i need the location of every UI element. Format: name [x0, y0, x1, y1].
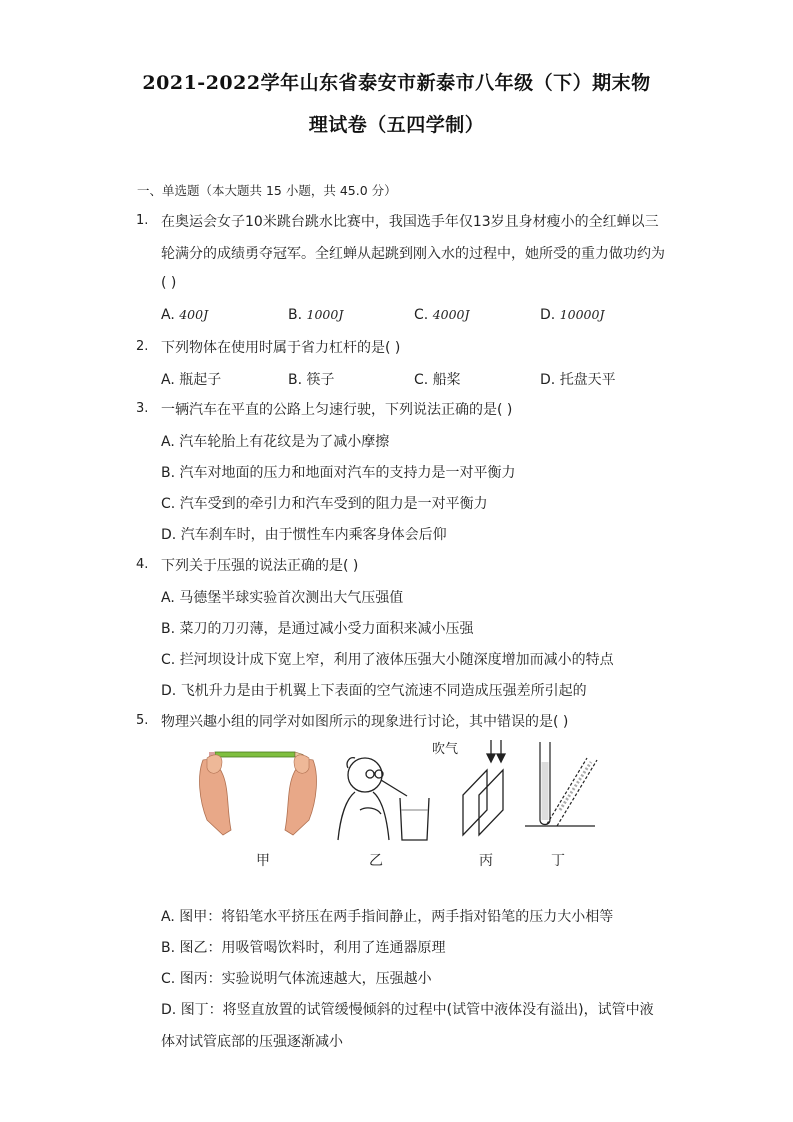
question-text-line: 在奥运会女子10米跳台跳水比赛中，我国选手年仅13岁且身材瘦小的全红蝉以三 — [161, 214, 659, 230]
question-text-line: ( ) — [161, 275, 177, 291]
option-label: C. — [414, 307, 429, 323]
option-a[interactable] — [161, 431, 389, 451]
blow-label: 吹气 — [432, 742, 459, 757]
option-text: 1000J — [306, 307, 344, 322]
question-text-line: 一辆汽车在平直的公路上匀速行驶，下列说法正确的是( ) — [161, 402, 513, 418]
option-label: A. — [161, 590, 175, 606]
option-c[interactable] — [161, 649, 614, 669]
option-text: 菜刀的刀刃薄，是通过减小受力面积来减小压强 — [179, 621, 474, 637]
option-label: C. — [161, 971, 176, 987]
option-text: 瓶起子 — [179, 372, 222, 388]
option-label: B. — [288, 372, 303, 388]
option-d[interactable] — [161, 999, 654, 1019]
option-b[interactable] — [161, 618, 474, 638]
option-text: 飞机升力是由于机翼上下表面的空气流速不同造成压强差所引起的 — [180, 683, 587, 699]
option-text: 4000J — [432, 307, 470, 322]
option-b[interactable] — [161, 937, 446, 957]
option-text: 汽车受到的牵引力和汽车受到的阻力是一对平衡力 — [179, 496, 488, 512]
option-b[interactable] — [161, 462, 516, 482]
option-text: 汽车刹车时，由于惯性车内乘客身体会后仰 — [180, 527, 447, 543]
option-text: 图丙：实验说明气体流速越大，压强越小 — [179, 971, 432, 987]
figure-caption-ding: 丁 — [551, 853, 565, 869]
option-text: 托盘天平 — [559, 372, 616, 388]
option-c[interactable] — [161, 968, 432, 988]
option-c[interactable] — [414, 369, 461, 389]
option-b[interactable] — [288, 307, 343, 323]
option-label: C. — [414, 372, 429, 388]
option-label: D. — [161, 1002, 177, 1018]
question-number: 4. — [136, 557, 149, 572]
option-a[interactable] — [161, 906, 613, 926]
question-5-figure — [195, 740, 605, 845]
exam-title-line2: 理试卷（五四学制） — [308, 114, 485, 136]
question-text-line: 下列关于压强的说法正确的是( ) — [161, 558, 359, 574]
question-text-line: 轮满分的成绩勇夺冠军。全红蝉从起跳到刚入水的过程中，她所受的重力做功约为 — [161, 246, 665, 262]
option-d[interactable] — [161, 524, 447, 544]
option-label: D. — [161, 683, 177, 699]
option-text: 汽车对地面的压力和地面对汽车的支持力是一对平衡力 — [179, 465, 516, 481]
option-label: B. — [161, 621, 176, 637]
option-b[interactable] — [288, 369, 335, 389]
option-label: A. — [161, 909, 175, 925]
question-number: 1. — [136, 213, 149, 228]
option-a[interactable] — [161, 307, 208, 323]
figure-caption-yi: 乙 — [369, 853, 383, 869]
question-text-line: 下列物体在使用时属于省力杠杆的是( ) — [161, 340, 401, 356]
option-label: B. — [288, 307, 303, 323]
option-label: B. — [161, 940, 176, 956]
option-d[interactable] — [540, 307, 604, 323]
option-label: C. — [161, 652, 176, 668]
section-heading: 一、单选题（本大题共 15 小题，共 45.0 分） — [137, 183, 397, 198]
option-label: B. — [161, 465, 176, 481]
option-text: 马德堡半球实验首次测出大气压强值 — [179, 590, 404, 606]
option-d[interactable] — [540, 369, 616, 389]
option-text: 图乙：用吸管喝饮料时，利用了连通器原理 — [179, 940, 446, 956]
question-number: 5. — [136, 713, 149, 728]
option-d-continued: 体对试管底部的压强逐渐减小 — [161, 1034, 343, 1050]
option-text: 图甲：将铅笔水平挤压在两手指间静止，两手指对铅笔的压力大小相等 — [179, 909, 614, 925]
figure-caption-jia: 甲 — [256, 853, 270, 869]
person-straw-illustration — [338, 758, 429, 840]
option-c[interactable] — [161, 493, 488, 513]
option-text: 400J — [179, 307, 209, 322]
option-label: A. — [161, 434, 175, 450]
option-label: D. — [540, 307, 556, 323]
hands-pencil-illustration — [200, 752, 317, 835]
exam-title-line1: 2021-2022学年山东省泰安市新泰市八年级（下）期末物 — [142, 72, 651, 94]
option-text: 汽车轮胎上有花纹是为了减小摩擦 — [179, 434, 390, 450]
option-text: 10000J — [559, 307, 605, 322]
option-c[interactable] — [414, 307, 470, 323]
option-a[interactable] — [161, 587, 403, 607]
option-text: 拦河坝设计成下宽上窄，利用了液体压强大小随深度增加而减小的特点 — [179, 652, 614, 668]
option-label: D. — [161, 527, 177, 543]
option-a[interactable] — [161, 369, 221, 389]
test-tubes-illustration — [525, 742, 597, 826]
option-label: D. — [540, 372, 556, 388]
option-text: 图丁：将竖直放置的试管缓慢倾斜的过程中(试管中液体没有溢出)，试管中液 — [180, 1002, 654, 1018]
figure-caption-bing: 丙 — [479, 853, 493, 869]
question-text-line: 物理兴趣小组的同学对如图所示的现象进行讨论，其中错误的是( ) — [161, 714, 569, 730]
option-label: A. — [161, 307, 175, 323]
option-text: 筷子 — [306, 372, 335, 388]
question-number: 2. — [136, 339, 149, 354]
question-number: 3. — [136, 401, 149, 416]
paper-sheets-blow-illustration — [463, 740, 505, 835]
option-label: C. — [161, 496, 176, 512]
option-d[interactable] — [161, 680, 587, 700]
option-text: 船桨 — [432, 372, 461, 388]
option-label: A. — [161, 372, 175, 388]
